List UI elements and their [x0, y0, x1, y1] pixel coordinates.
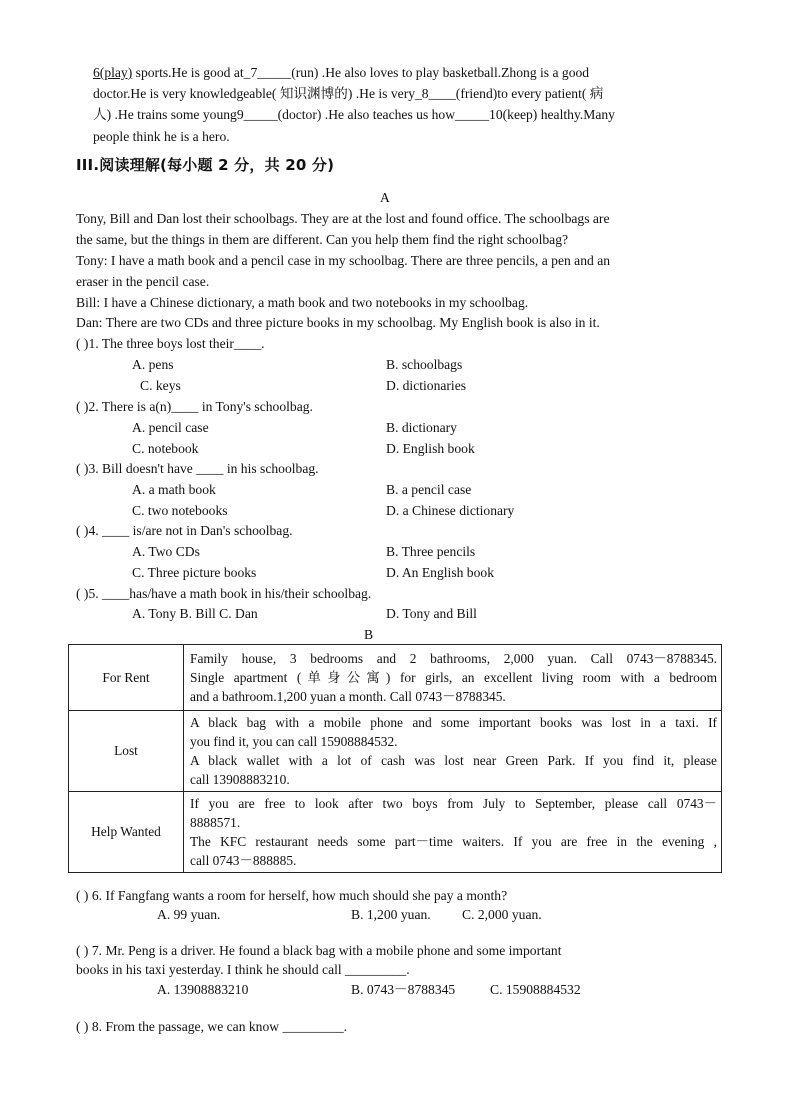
option-a: A. Tony B. Bill C. Dan	[132, 606, 258, 621]
passage-a-line: Dan: There are two CDs and three picture books in my schoolbag. My English book is also in it.	[76, 315, 600, 330]
option-c: C. two notebooks	[132, 503, 228, 518]
option-b: B. a pencil case	[386, 482, 472, 497]
section-heading: III.阅读理解(每小题 2 分，共 20 分)	[76, 156, 335, 174]
ad-line: A black bag with a mobile phone and some important books was lost in a taxi. If	[190, 715, 717, 730]
passage-a-label: A	[380, 190, 390, 205]
category-cell: For Rent	[69, 645, 184, 711]
question-stem-continued: books in his taxi yesterday. I think he should call _________.	[76, 962, 410, 977]
ad-line: call 0743－888885.	[190, 853, 297, 868]
option-c: C. 2,000 yuan.	[462, 907, 542, 922]
question-stem: ( )5. ____has/have a math book in his/their schoolbag.	[76, 586, 372, 601]
question-stem: ( ) 7. Mr. Peng is a driver. He found a black bag with a mobile phone and some important	[76, 943, 562, 958]
ad-line: Single apartment (单身公寓) for girls, an excellent living room with a bedroom	[190, 670, 717, 685]
question-stem: ( )2. There is a(n)____ in Tony's schoolbag.	[76, 399, 313, 414]
cloze-line-3: 人) .He trains some young9_____(doctor) .He also teaches us how_____10(keep) healthy.Many	[93, 107, 615, 122]
option-c: C. Three picture books	[132, 565, 257, 580]
passage-a-line: Tony, Bill and Dan lost their schoolbags. They are at the lost and found office. The schoolbags are	[76, 211, 610, 226]
option-d: D. English book	[386, 441, 475, 456]
ad-line: and a bathroom.1,200 yuan a month. Call 0743－8788345.	[190, 689, 506, 704]
question-stem: ( )3. Bill doesn't have ____ in his schoolbag.	[76, 461, 319, 476]
option-a: A. a math book	[132, 482, 216, 497]
ad-line: A black wallet with a lot of cash was lost near Green Park. If you find it, please	[190, 753, 717, 768]
ads-table	[68, 644, 722, 873]
ad-line: If you are free to look after two boys from July to September, please call 0743－	[190, 796, 717, 811]
cloze-line-1-text: sports.He is good at_7_____(run) .He also loves to play basketball.Zhong is a good	[132, 65, 590, 80]
option-d: D. Tony and Bill	[386, 606, 477, 621]
category-cell: Lost	[69, 711, 184, 792]
table-row	[69, 792, 722, 873]
option-b: B. Three pencils	[386, 544, 476, 559]
passage-b-label: B	[364, 627, 374, 642]
option-d: D. dictionaries	[386, 378, 467, 393]
ad-line: you find it, you can call 15908884532.	[190, 734, 398, 749]
ad-line: 8888571.	[190, 815, 241, 830]
category-cell: Help Wanted	[69, 792, 184, 873]
cloze-line-4: people think he is a hero.	[93, 129, 230, 144]
cloze-line-1	[93, 64, 589, 82]
passage-a-line: Bill: I have a Chinese dictionary, a math book and two notebooks in my schoolbag.	[76, 295, 529, 310]
ad-text-cell	[184, 792, 722, 873]
ad-line: call 13908883210.	[190, 772, 290, 787]
passage-a-line: the same, but the things in them are different. Can you help them find the right schoolbag?	[76, 232, 569, 247]
question-stem: ( )1. The three boys lost their____.	[76, 336, 265, 351]
ad-text-cell	[184, 711, 722, 792]
option-b: B. schoolbags	[386, 357, 463, 372]
option-a: A. Two CDs	[132, 544, 200, 559]
option-a: A. 99 yuan.	[157, 907, 221, 922]
option-c: C. notebook	[132, 441, 199, 456]
option-a: A. pens	[132, 357, 174, 372]
question-stem: ( )4. ____ is/are not in Dan's schoolbag.	[76, 523, 293, 538]
table-row	[69, 645, 722, 711]
option-d: D. An English book	[386, 565, 494, 580]
option-d: D. a Chinese dictionary	[386, 503, 515, 518]
option-a: A. pencil case	[132, 420, 209, 435]
option-a: A. 13908883210	[157, 982, 249, 997]
question-stem: ( ) 6. If Fangfang wants a room for herself, how much should she pay a month?	[76, 888, 508, 903]
option-b: B. 1,200 yuan.	[351, 907, 431, 922]
option-c: C. keys	[140, 378, 181, 393]
table-row	[69, 711, 722, 792]
ad-line: The KFC restaurant needs some part－time waiters. If you are free in the evening ,	[190, 834, 717, 849]
cloze-blank-6: 6(play)	[93, 65, 133, 80]
passage-a-line: eraser in the pencil case.	[76, 274, 210, 289]
option-b: B. 0743－8788345	[351, 982, 456, 997]
ad-text-cell	[184, 645, 722, 711]
question-stem: ( ) 8. From the passage, we can know _________.	[76, 1019, 348, 1034]
ad-line: Family house, 3 bedrooms and 2 bathrooms, 2,000 yuan. Call 0743－8788345.	[190, 651, 717, 666]
option-b: B. dictionary	[386, 420, 457, 435]
option-c: C. 15908884532	[490, 982, 581, 997]
passage-a-line: Tony: I have a math book and a pencil case in my schoolbag. There are three pencils, a pen and an	[76, 253, 611, 268]
cloze-line-2: doctor.He is very knowledgeable( 知识渊博的) .He is very_8____(friend)to every patient( 病	[93, 86, 604, 101]
